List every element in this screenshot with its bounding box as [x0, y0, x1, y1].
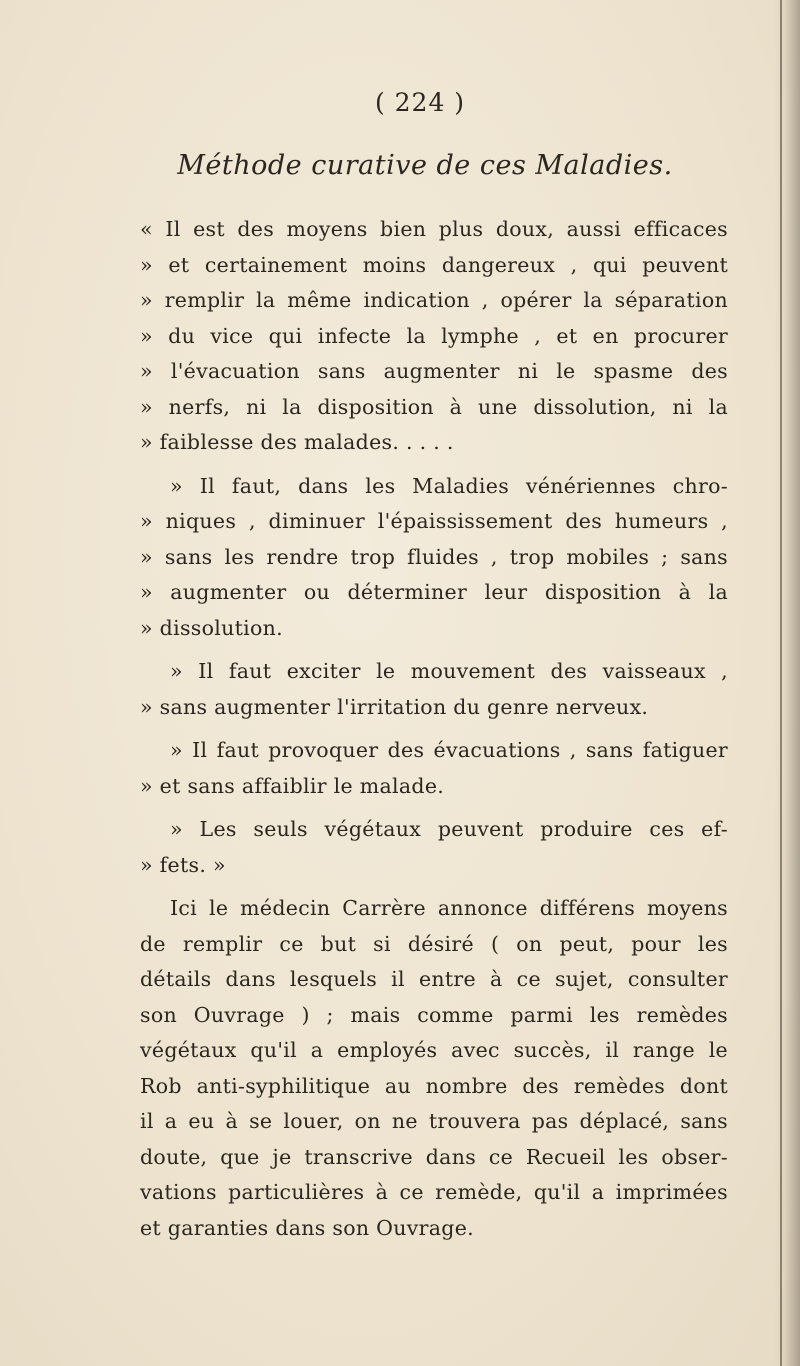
text-line: de remplir ce but si désiré ( on peut, pour les — [140, 931, 728, 956]
text-line: » dissolution. — [140, 615, 283, 640]
text-line: » nerfs, ni la disposition à une dissolution, ni la — [140, 394, 728, 419]
text-line: végétaux qu'il a employés avec succès, il range le — [140, 1038, 728, 1062]
text-line: » augmenter ou déterminer leur disposition à la — [140, 580, 728, 604]
text-line: » niques , diminuer l'épaississement des humeurs , — [140, 509, 728, 533]
text-line: » l'évacuation sans augmenter ni le spasme des — [140, 359, 728, 383]
text-line: vations particulières à ce remède, qu'il a imprimées — [140, 1180, 728, 1204]
text-line: il a eu à se louer, on ne trouvera pas déplacé, sans — [140, 1109, 728, 1133]
text-line: » sans augmenter l'irritation du genre nerveux. — [140, 694, 649, 719]
page-edge-line — [780, 0, 782, 1366]
text-line: » Il faut exciter le mouvement des vaisseaux , — [170, 659, 728, 683]
paragraph-gap — [140, 804, 728, 812]
text-line: » du vice qui infecte la lymphe , et en procurer — [140, 323, 728, 348]
text-line: » fets. » — [140, 852, 226, 877]
text-line: détails dans lesquels il entre à ce sujet, consulter — [140, 967, 728, 991]
paragraph-gap — [140, 646, 728, 654]
text-line: doute, que je transcrive dans ce Recueil les obser- — [140, 1144, 728, 1169]
text-line: « Il est des moyens bien plus doux, aussi efficaces — [140, 217, 728, 241]
paragraph-gap — [140, 461, 728, 469]
text-line: Ici le médecin Carrère annonce différens moyens — [170, 896, 728, 920]
paragraph-gap — [140, 883, 728, 891]
text-line: » Il faut provoquer des évacuations , sans fatiguer — [170, 738, 728, 762]
text-line: son Ouvrage ) ; mais comme parmi les remèdes — [140, 1002, 728, 1027]
text-line: » Les seuls végétaux peuvent produire ces ef- — [170, 817, 728, 841]
text-line: Rob anti-syphilitique au nombre des remèdes dont — [140, 1073, 728, 1098]
text-line: » et certainement moins dangereux , qui peuvent — [140, 252, 728, 277]
text-line: » et sans affaiblir le malade. — [140, 773, 445, 798]
text-line: » remplir la même indication , opérer la séparation — [140, 288, 728, 312]
body-text — [140, 212, 728, 1246]
page-number: ( 224 ) — [374, 88, 466, 117]
text-line: » Il faut, dans les Maladies vénériennes chro- — [170, 473, 728, 498]
paragraph-gap — [140, 725, 728, 733]
section-title: Méthode curative de ces Maladies. — [177, 150, 673, 181]
page-edge-shadow — [774, 0, 800, 1366]
text-line: et garanties dans son Ouvrage. — [140, 1215, 474, 1240]
text-line: » sans les rendre trop fluides , trop mobiles ; sans — [140, 544, 728, 569]
text-line: » faiblesse des malades. . . . . — [140, 430, 454, 454]
